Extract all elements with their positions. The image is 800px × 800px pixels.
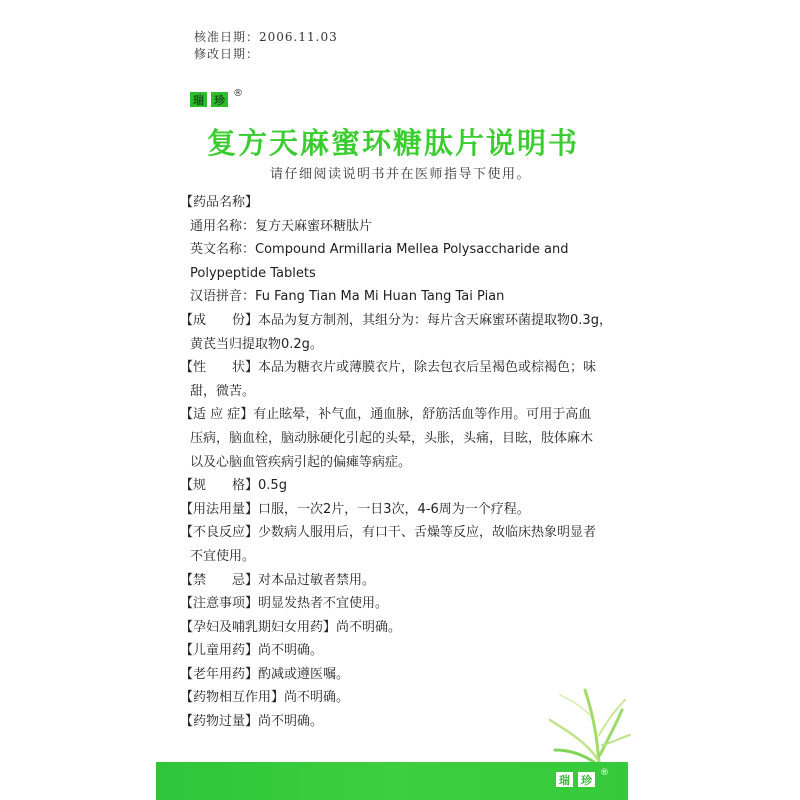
section-pregnancy: 【孕妇及哺乳期妇女用药】尚不明确。	[180, 619, 402, 635]
section-dosage: 【用法用量】口服，一次2片，一日3次，4-6周为一个疗程。	[180, 501, 530, 517]
description-cont: 甜，微苦。	[190, 383, 256, 399]
section-adverse: 【不良反应】少数病人服用后，有口干、舌燥等反应，故临床热象明显者	[180, 525, 597, 541]
pinyin-name: 汉语拼音：Fu Fang Tian Ma Mi Huan Tang Tai Pian	[190, 289, 505, 305]
brand-char: 珍	[578, 772, 595, 787]
section-composition: 【成 份】本品为复方制剂，其组分为：每片含天麻蜜环菌提取物0.3g，	[180, 312, 612, 328]
indications-cont: 以及心脑血管疾病引起的偏瘫等病症。	[190, 454, 412, 470]
composition-cont: 黄芪当归提取物0.2g。	[190, 336, 323, 352]
section-precautions: 【注意事项】明显发热者不宜使用。	[180, 596, 389, 612]
revision-date: 修改日期：	[194, 47, 260, 61]
section-header-drug-name: 【药品名称】	[180, 195, 259, 210]
section-indications: 【适 应 症】有止眩晕，补气血，通血脉，舒筋活血等作用。可用于高血	[180, 407, 592, 423]
english-name: 英文名称：Compound Armillaria Mellea Polysaccharide and	[190, 242, 569, 258]
document-title: 复方天麻蜜环糖肽片说明书	[207, 126, 580, 160]
brand-char: 珍	[211, 92, 228, 107]
approval-date: 核准日期：2006.11.03	[194, 30, 338, 44]
section-spec: 【规 格】0.5g	[180, 478, 287, 494]
registered-mark: ®	[600, 768, 609, 778]
brand-char: 瑞	[556, 772, 573, 787]
section-children: 【儿童用药】尚不明确。	[180, 643, 324, 659]
brand-logo	[190, 88, 243, 107]
section-interactions: 【药物相互作用】尚不明确。	[180, 690, 350, 706]
registered-mark: ®	[233, 88, 243, 99]
english-name-cont: Polypeptide Tablets	[190, 265, 316, 281]
indications-cont: 压病，脑血栓，脑动脉硬化引起的头晕，头胀，头痛，目眩，肢体麻木	[190, 430, 594, 446]
generic-name: 通用名称：复方天麻蜜环糖肽片	[190, 218, 373, 234]
section-elderly: 【老年用药】酌减或遵医嘱。	[180, 666, 350, 682]
section-description: 【性 状】本品为糖衣片或薄膜衣片，除去包衣后呈褐色或棕褐色；味	[180, 360, 597, 376]
date-info	[194, 29, 338, 63]
section-overdose: 【药物过量】尚不明确。	[180, 714, 324, 730]
leaflet-content	[180, 191, 630, 734]
footer-green-bar	[156, 762, 628, 800]
section-contraindications: 【禁 忌】对本品过敏者禁用。	[180, 572, 376, 588]
adverse-cont: 不宜使用。	[190, 548, 256, 564]
footer-brand-logo	[556, 768, 609, 787]
document-subtitle: 请仔细阅读说明书并在医师指导下使用。	[270, 167, 532, 182]
brand-char: 瑞	[190, 92, 207, 107]
